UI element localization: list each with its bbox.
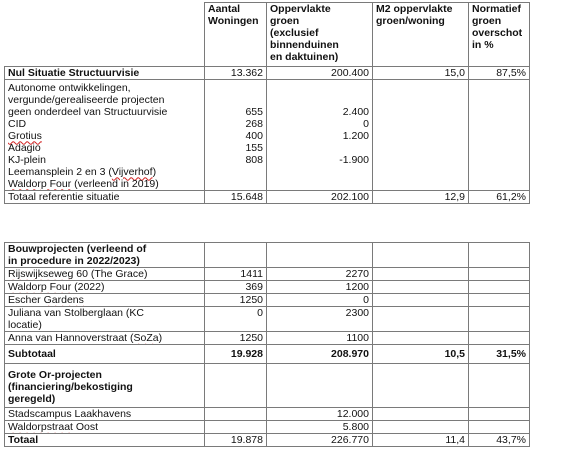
- empty-cell: [469, 294, 530, 307]
- empty-cell: [469, 307, 530, 332]
- header-text: Oppervlakte: [270, 3, 331, 15]
- cell-woningen: 1250: [205, 332, 267, 345]
- table-row-projects-list: [5, 79, 530, 190]
- empty-cell: [373, 364, 469, 408]
- value: 268: [245, 117, 263, 130]
- empty-cell: [373, 421, 469, 434]
- table-row: [5, 408, 530, 421]
- header-text: in %: [472, 39, 494, 51]
- cell-woningen: 13.362: [205, 66, 267, 79]
- empty-cell: [373, 408, 469, 421]
- empty-cell: [469, 243, 530, 268]
- value: 808: [245, 153, 263, 166]
- header-text: Woningen: [208, 15, 259, 27]
- label-part: (2022): [71, 281, 105, 293]
- cell-woningen: 369: [205, 281, 267, 294]
- value: 655: [245, 105, 263, 118]
- label-part: Oost: [72, 421, 99, 433]
- row-label: [5, 307, 205, 332]
- cell-m2: 11,4: [373, 434, 469, 447]
- value: 0: [363, 117, 369, 130]
- cell-groen: 208.970: [267, 345, 373, 364]
- cell-woningen: 1250: [205, 294, 267, 307]
- row-label: [5, 281, 205, 294]
- cell-woningen: 19.928: [205, 345, 267, 364]
- groen-stack: [267, 79, 373, 190]
- empty-cell: [373, 332, 469, 345]
- value: [270, 142, 369, 154]
- header-empty-cell: [5, 3, 205, 67]
- table-row: [5, 307, 530, 332]
- empty-cell: [373, 294, 469, 307]
- cell-groen: 2270: [267, 268, 373, 281]
- table-row-bouwprojecten-title: [5, 243, 530, 268]
- row-label: [5, 294, 205, 307]
- header-row: [5, 3, 530, 67]
- project-label: KJ-plein: [8, 153, 46, 166]
- empty-cell: [205, 364, 267, 408]
- table-row: [5, 421, 530, 434]
- label-part: ): [158, 332, 163, 344]
- cell-woningen: 1411: [205, 268, 267, 281]
- label-line: Juliana van Stolberglaan (KC: [8, 307, 144, 319]
- label-part: Anna van Hannoverstraat (: [8, 332, 134, 344]
- cell-groen: 12.000: [267, 408, 373, 421]
- table-row: [5, 294, 530, 307]
- empty-cell: [469, 364, 530, 408]
- empty-cell: [373, 268, 469, 281]
- table-row-totaal: [5, 434, 530, 447]
- row-label: [5, 268, 205, 281]
- autonome-line: vergunde/gerealiseerde projecten: [8, 93, 165, 106]
- cell-groen: 2300: [267, 307, 373, 332]
- project-name: Grotius: [8, 129, 42, 142]
- empty-cell: [205, 243, 267, 268]
- project-label: CID: [8, 117, 27, 130]
- value: 1.200: [342, 129, 369, 142]
- cell-groen: 200.400: [267, 66, 373, 79]
- row-label: Totaal: [5, 434, 205, 447]
- row-label: Totaal referentie situatie: [5, 190, 205, 203]
- label-part: ): [152, 165, 157, 178]
- title-line: geregeld): [8, 393, 56, 405]
- header-text: (exclusief: [270, 27, 319, 39]
- value: 155: [245, 141, 263, 154]
- table-row-or-projecten-title: [5, 364, 530, 408]
- title-line: (financiering/bekostiging: [8, 381, 133, 393]
- empty-cell: [469, 281, 530, 294]
- table-row-subtotaal: [5, 345, 530, 364]
- woningen-stack: [205, 79, 267, 190]
- value: 2.400: [342, 105, 369, 118]
- row-label: Nul Situatie Structuurvisie: [5, 66, 205, 79]
- label-part: Leemansplein 2 en 3 (: [8, 165, 112, 178]
- header-text: Aantal: [208, 3, 241, 15]
- cell-groen: 0: [267, 294, 373, 307]
- title-line: Bouwprojecten (verleend of: [8, 243, 147, 255]
- project-label: [8, 130, 201, 142]
- empty-cell: [205, 408, 267, 421]
- cell-pct: 87,5%: [469, 66, 530, 79]
- cell-woningen: 0: [205, 307, 267, 332]
- table-row-nul-situatie: [5, 66, 530, 79]
- header-normatief-overschot: [469, 3, 530, 67]
- empty-cell: [373, 281, 469, 294]
- cell-m2: 10,5: [373, 345, 469, 364]
- header-aantal-woningen: [205, 3, 267, 67]
- header-text: groen: [472, 15, 502, 27]
- reference-table: [4, 2, 530, 204]
- value: 400: [245, 129, 263, 142]
- table-row-totaal-referentie: [5, 190, 530, 203]
- label-part: Gardens: [43, 294, 84, 306]
- empty-cell: [373, 307, 469, 332]
- value: -1.900: [339, 153, 369, 166]
- cell-groen: 5.800: [267, 421, 373, 434]
- empty-cell: [469, 408, 530, 421]
- cell-groen: 202.100: [267, 190, 373, 203]
- section-title: [5, 364, 205, 408]
- label-part: (verleend in 2019): [71, 177, 159, 190]
- empty-cell: [267, 364, 373, 408]
- row-label: [5, 421, 205, 434]
- label-part: Vijverhof: [111, 165, 153, 178]
- cell-m2: 12,9: [373, 190, 469, 203]
- header-text: binnenduinen: [270, 39, 339, 51]
- empty-cell: [267, 243, 373, 268]
- row-label: [5, 332, 205, 345]
- header-text: en daktuinen): [270, 51, 339, 63]
- label-part: SoZa: [133, 332, 159, 344]
- header-m2-groen-woning: [373, 3, 469, 67]
- header-text: groen: [270, 15, 300, 27]
- title-line: in procedure in 2022/2023): [8, 255, 140, 267]
- header-text: M2 oppervlakte: [376, 3, 453, 15]
- header-text: Normatief: [472, 3, 522, 15]
- empty-cell: [373, 79, 469, 190]
- cell-m2: 15,0: [373, 66, 469, 79]
- label-part: Waldorpstraat: [8, 421, 73, 433]
- row-label: Stadscampus Laakhavens: [5, 408, 205, 421]
- project-label: [8, 166, 201, 178]
- cell-groen: 1200: [267, 281, 373, 294]
- header-text: groen/woning: [376, 15, 445, 27]
- row-label: Subtotaal: [5, 345, 205, 364]
- label-part: Escher: [8, 294, 44, 306]
- table-row: [5, 281, 530, 294]
- project-label: [8, 178, 201, 190]
- cell-groen: 1100: [267, 332, 373, 345]
- cell-pct: 43,7%: [469, 434, 530, 447]
- cell-groen: 226.770: [267, 434, 373, 447]
- empty-cell: [469, 332, 530, 345]
- title-line: Grote Or-projecten: [8, 369, 102, 381]
- cell-pct: 61,2%: [469, 190, 530, 203]
- header-text: overschot: [472, 27, 523, 39]
- autonome-line: Autonome ontwikkelingen,: [8, 81, 131, 94]
- empty-cell: [469, 421, 530, 434]
- table-row: [5, 332, 530, 345]
- empty-cell: [469, 79, 530, 190]
- label-part: Waldorp Four: [8, 177, 72, 190]
- autonome-line: geen onderdeel van Structuurvisie: [8, 105, 168, 118]
- label-part: Waldorp Four: [8, 281, 72, 293]
- empty-cell: [469, 268, 530, 281]
- projects-label-cell: [5, 79, 205, 190]
- empty-cell: [205, 421, 267, 434]
- header-oppervlakte-groen: [267, 3, 373, 67]
- cell-pct: 31,5%: [469, 345, 530, 364]
- cell-woningen: 15.648: [205, 190, 267, 203]
- projects-table: [4, 242, 530, 447]
- empty-cell: [373, 243, 469, 268]
- section-title: [5, 243, 205, 268]
- label-part: 60 (The Grace): [73, 268, 148, 280]
- label-line: locatie): [8, 319, 42, 331]
- project-label: Adagio: [8, 141, 41, 154]
- label-part: Rijswijkseweg: [8, 268, 74, 280]
- table-row: [5, 268, 530, 281]
- cell-woningen: 19.878: [205, 434, 267, 447]
